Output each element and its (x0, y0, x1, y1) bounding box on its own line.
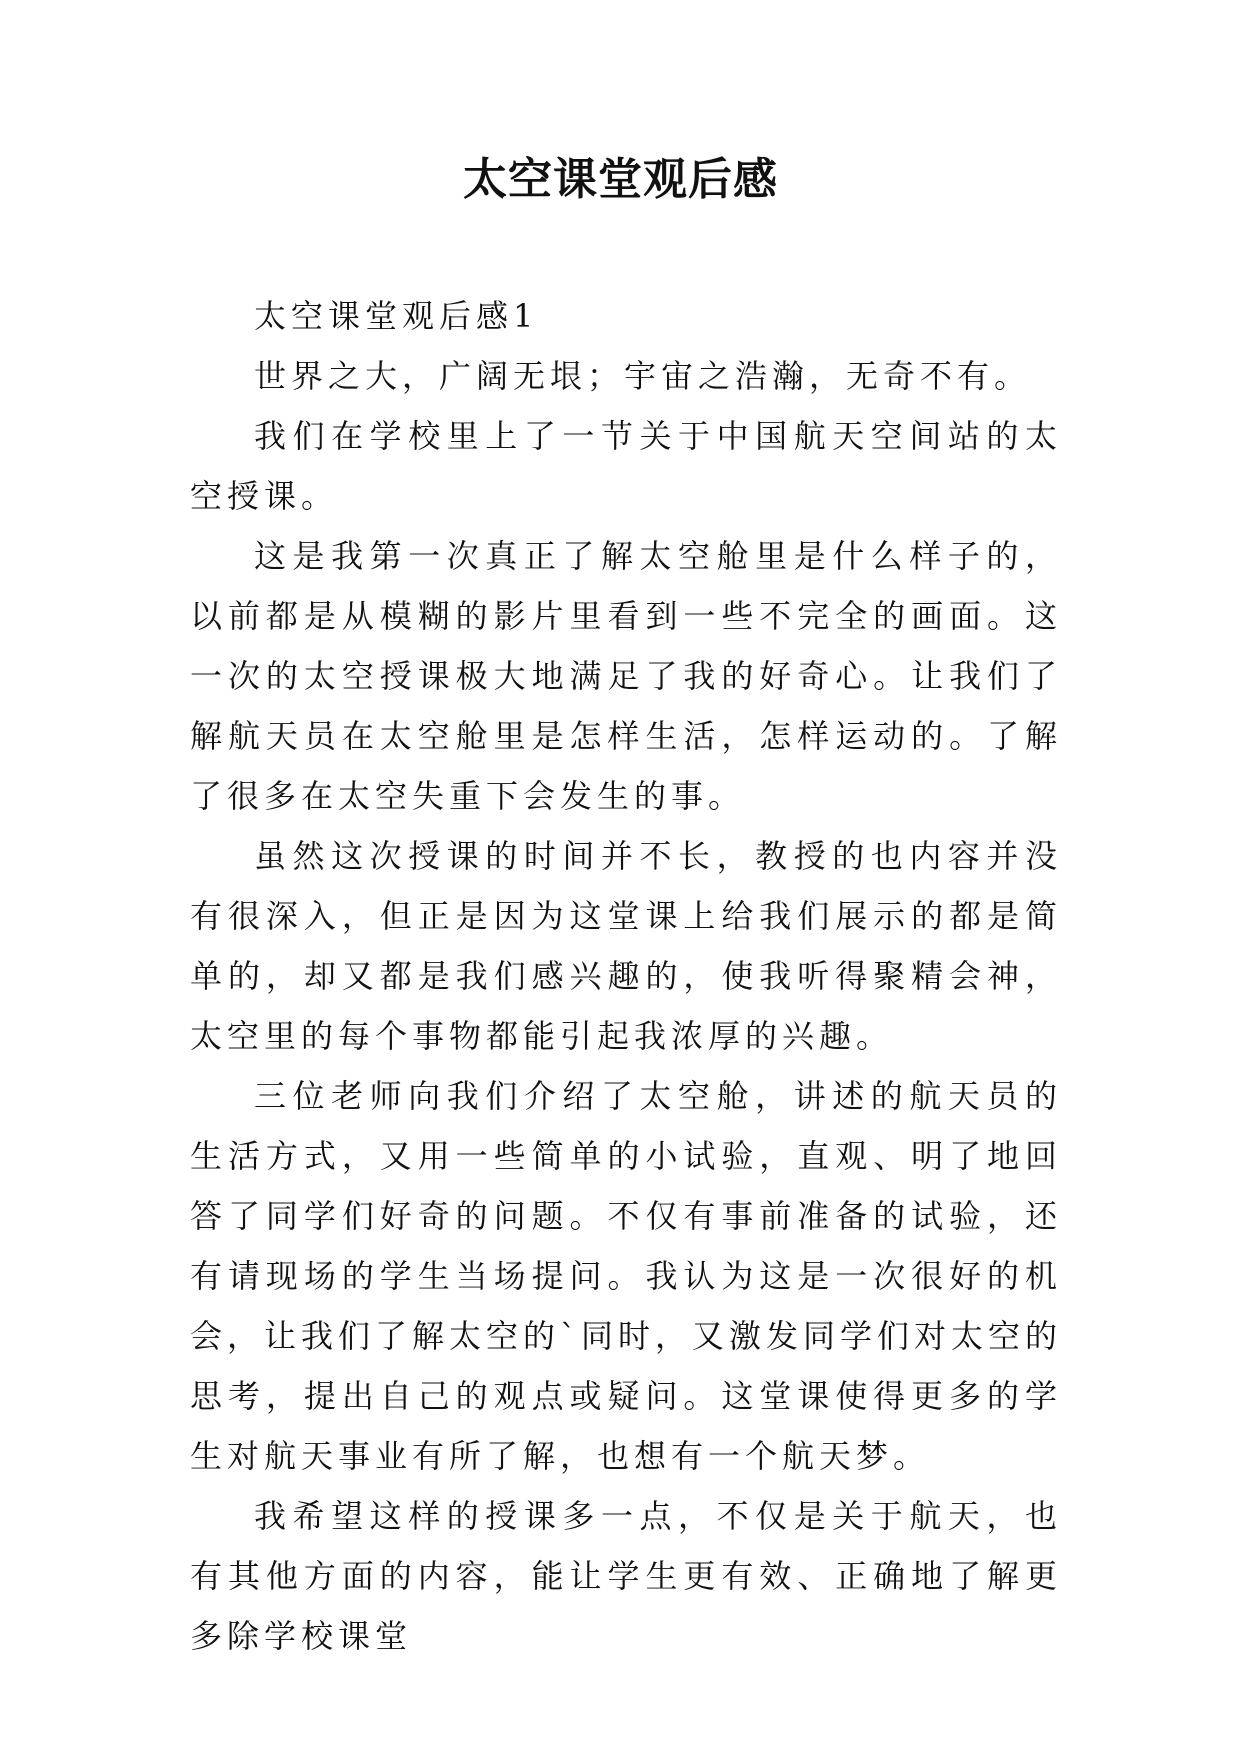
section-heading: 太空课堂观后感1 (254, 297, 539, 335)
document-title: 太空课堂观后感 (463, 154, 778, 205)
paragraph-3: 这是我第一次真正了解太空舱里是什么样子的，以前都是从模糊的影片里看到一些不完全的画面。这一次的太空授课极大地满足了我的好奇心。让我们了解航天员在太空舱里是怎样生活，怎样运动的。了解了很多在太空失重下会发生的事。 (190, 537, 1062, 815)
paragraph-5: 三位老师向我们介绍了太空舱，讲述的航天员的生活方式，又用一些简单的小试验，直观、明了地回答了同学们好奇的问题。不仅有事前准备的试验，还有请现场的学生当场提问。我认为这是一次很好的机会，让我们了解太空的`同时，又激发同学们对太空的思考，提出自己的观点或疑问。这堂课使得更多的学生对航天事业有所了解，也想有一个航天梦。 (190, 1077, 1063, 1475)
paragraph-1: 世界之大，广阔无垠；宇宙之浩瀚，无奇不有。 (254, 357, 1032, 395)
paragraph-2: 我们在学校里上了一节关于中国航天空间站的太空授课。 (190, 417, 1062, 515)
paragraph-4: 虽然这次授课的时间并不长，教授的也内容并没有很深入，但正是因为这堂课上给我们展示的都是简单的，却又都是我们感兴趣的，使我听得聚精会神，太空里的每个事物都能引起我浓厚的兴趣。 (190, 837, 1062, 1055)
document-body (190, 286, 1062, 1666)
paragraph-6: 我希望这样的授课多一点，不仅是关于航天，也有其他方面的内容，能让学生更有效、正确地了解更多除学校课堂 (190, 1497, 1062, 1655)
